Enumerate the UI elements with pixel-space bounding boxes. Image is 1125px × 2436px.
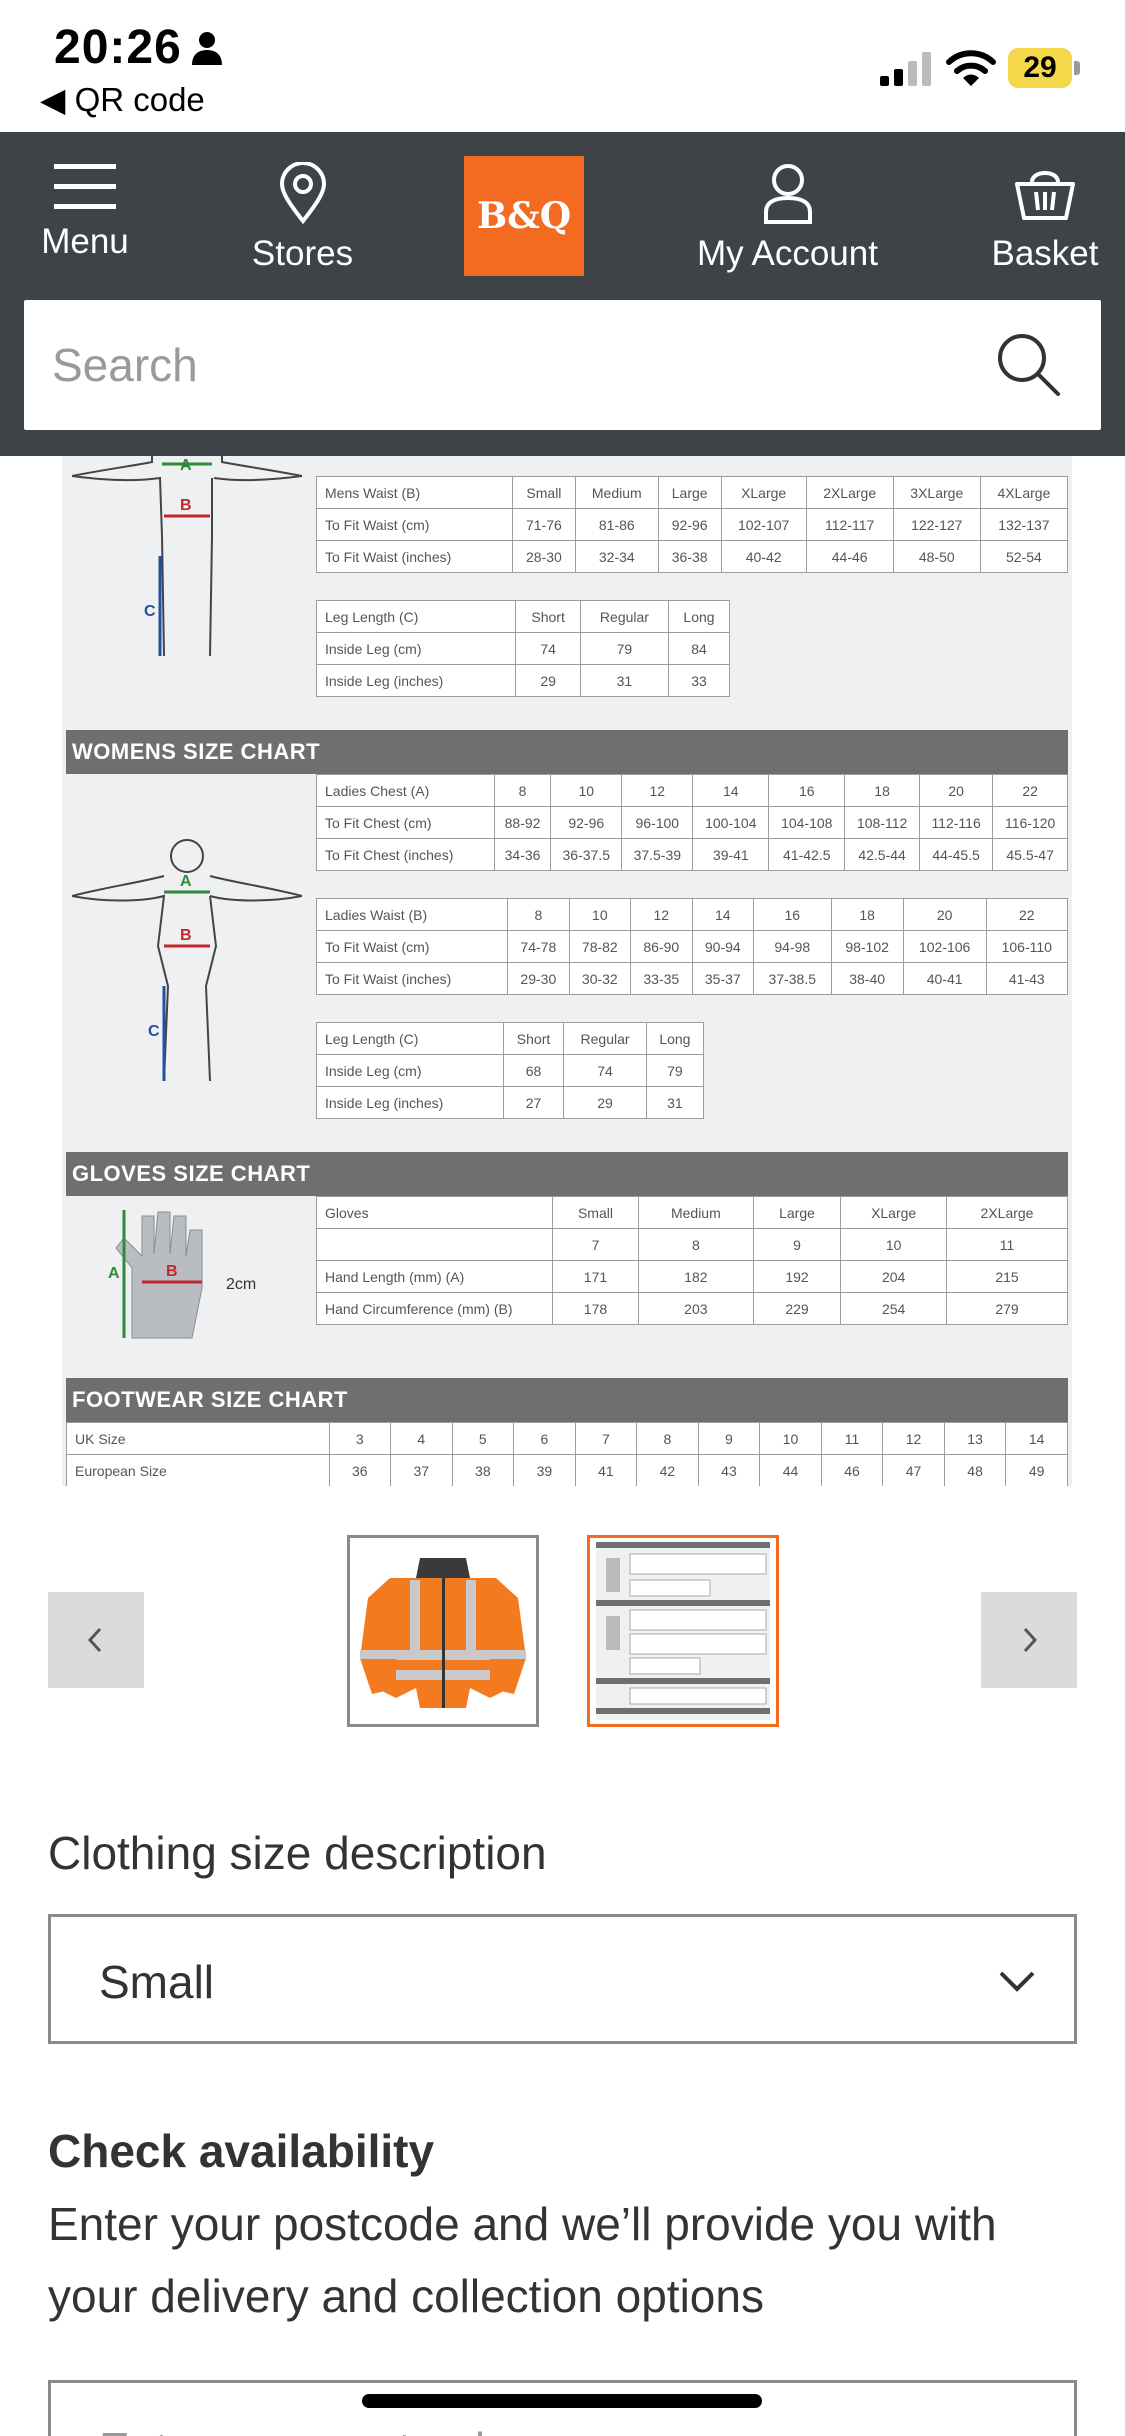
basket-icon — [1014, 162, 1076, 224]
person-icon — [190, 30, 224, 66]
stores-button[interactable] — [235, 162, 370, 292]
table-cell: Hand Circumference (mm) (B) — [317, 1293, 553, 1325]
table-cell: 16 — [754, 899, 832, 931]
womens-chest-table — [316, 774, 1068, 871]
selected-size-value: Small — [99, 1956, 215, 2008]
menu-label: Menu — [41, 222, 129, 261]
table-cell: 39 — [514, 1455, 576, 1487]
gallery-next-button[interactable] — [981, 1592, 1077, 1688]
table-cell: Gloves — [317, 1197, 553, 1229]
table-cell: To Fit Chest (inches) — [317, 839, 495, 871]
table-cell: 8 — [508, 899, 569, 931]
table-cell: Long — [646, 1023, 703, 1055]
table-cell: 74 — [516, 633, 580, 665]
search-icon[interactable] — [994, 330, 1064, 400]
svg-text:A: A — [180, 873, 192, 890]
svg-text:B: B — [166, 1263, 178, 1280]
footwear-table — [66, 1422, 1068, 1486]
table-cell: 4XLarge — [980, 477, 1067, 509]
table-cell: 14 — [692, 899, 753, 931]
table-cell: 41 — [575, 1455, 637, 1487]
table-cell: 12 — [631, 899, 692, 931]
gallery-prev-button[interactable] — [48, 1592, 144, 1688]
table-cell: 28-30 — [512, 541, 575, 573]
table-cell: 90-94 — [692, 931, 753, 963]
table-cell: 42 — [637, 1455, 699, 1487]
table-cell: 171 — [553, 1261, 639, 1293]
table-cell: 31 — [580, 665, 668, 697]
table-cell: 41-43 — [986, 963, 1067, 995]
table-cell: 203 — [638, 1293, 753, 1325]
table-cell: 2XLarge — [806, 477, 893, 509]
home-indicator — [362, 2394, 762, 2408]
table-cell: 9 — [698, 1423, 760, 1455]
battery-level: 29 — [1008, 48, 1072, 88]
wifi-icon — [946, 48, 996, 88]
table-cell: 112-117 — [806, 509, 893, 541]
table-cell: 52-54 — [980, 541, 1067, 573]
bq-logo[interactable]: B&Q — [464, 156, 584, 276]
table-cell: 10 — [760, 1423, 822, 1455]
table-cell: To Fit Waist (cm) — [317, 931, 508, 963]
table-cell: 116-120 — [993, 807, 1068, 839]
table-cell: Inside Leg (inches) — [317, 665, 516, 697]
table-cell: 20 — [919, 775, 992, 807]
my-account-label: My Account — [697, 234, 878, 273]
basket-label: Basket — [991, 234, 1099, 273]
table-cell: 39-41 — [693, 839, 769, 871]
search-bar — [24, 300, 1101, 430]
footwear-size-chart-title: FOOTWEAR SIZE CHART — [66, 1378, 1068, 1422]
table-cell: To Fit Waist (cm) — [317, 509, 513, 541]
table-cell: 2XLarge — [947, 1197, 1068, 1229]
table-cell: 37 — [391, 1455, 453, 1487]
table-cell: 102-107 — [721, 509, 806, 541]
table-cell: 27 — [503, 1087, 563, 1119]
signal-icon — [880, 52, 934, 86]
table-cell: 204 — [841, 1261, 947, 1293]
table-cell: 68 — [503, 1055, 563, 1087]
table-cell: 8 — [637, 1423, 699, 1455]
table-cell: 79 — [646, 1055, 703, 1087]
table-cell: 104-108 — [769, 807, 845, 839]
table-cell: 10 — [569, 899, 630, 931]
hamburger-icon — [54, 162, 116, 212]
table-cell: 192 — [753, 1261, 841, 1293]
table-cell: 108-112 — [845, 807, 920, 839]
check-availability-heading: Check availability — [48, 2125, 435, 2177]
table-cell: 14 — [1006, 1423, 1068, 1455]
table-cell: 94-98 — [754, 931, 832, 963]
battery-icon — [1008, 48, 1080, 88]
table-cell: 47 — [883, 1455, 945, 1487]
table-cell: Small — [553, 1197, 639, 1229]
table-cell: 215 — [947, 1261, 1068, 1293]
table-cell: 84 — [669, 633, 730, 665]
table-cell: 31 — [646, 1087, 703, 1119]
table-cell: 12 — [883, 1423, 945, 1455]
table-cell: 20 — [903, 899, 986, 931]
svg-text:B: B — [180, 927, 192, 944]
table-cell: 32-34 — [575, 541, 658, 573]
clothing-size-select[interactable] — [48, 1914, 1077, 2044]
back-triangle-icon: ◀ — [40, 81, 66, 118]
table-cell: 29-30 — [508, 963, 569, 995]
table-cell: Medium — [638, 1197, 753, 1229]
table-cell: 254 — [841, 1293, 947, 1325]
table-cell: Inside Leg (cm) — [317, 1055, 504, 1087]
thumbnail-size-chart[interactable] — [587, 1535, 779, 1727]
table-cell: 132-137 — [980, 509, 1067, 541]
svg-text:C: C — [144, 603, 156, 620]
mens-leg-table — [316, 600, 730, 697]
table-cell: Ladies Chest (A) — [317, 775, 495, 807]
table-cell: Regular — [580, 601, 668, 633]
womens-body-figure — [72, 836, 302, 1086]
user-icon — [763, 162, 813, 224]
table-cell: Leg Length (C) — [317, 601, 516, 633]
table-cell: To Fit Chest (cm) — [317, 807, 495, 839]
table-cell: Mens Waist (B) — [317, 477, 513, 509]
table-cell: Inside Leg (cm) — [317, 633, 516, 665]
table-cell: Short — [503, 1023, 563, 1055]
table-cell: Small — [512, 477, 575, 509]
table-cell: Leg Length (C) — [317, 1023, 504, 1055]
table-cell: XLarge — [841, 1197, 947, 1229]
table-cell: To Fit Waist (inches) — [317, 541, 513, 573]
glove-measure-label: 2cm — [226, 1276, 257, 1293]
table-cell: 48 — [944, 1455, 1006, 1487]
table-cell — [317, 1229, 553, 1261]
table-cell: Inside Leg (inches) — [317, 1087, 504, 1119]
table-cell: 16 — [769, 775, 845, 807]
table-cell: 29 — [516, 665, 580, 697]
table-cell: 92-96 — [658, 509, 721, 541]
chevron-right-icon — [1014, 1625, 1044, 1655]
table-cell: 11 — [947, 1229, 1068, 1261]
womens-size-chart-title: WOMENS SIZE CHART — [66, 730, 1068, 774]
chevron-down-icon — [997, 1965, 1037, 1995]
womens-waist-table — [316, 898, 1068, 995]
table-cell: 41-42.5 — [769, 839, 845, 871]
menu-button[interactable] — [20, 162, 150, 292]
table-cell: 71-76 — [512, 509, 575, 541]
location-pin-icon — [278, 162, 328, 224]
table-cell: 8 — [494, 775, 550, 807]
table-cell: 33 — [669, 665, 730, 697]
table-cell: 81-86 — [575, 509, 658, 541]
table-cell: Medium — [575, 477, 658, 509]
postcode-input[interactable] — [99, 2419, 899, 2436]
table-cell: 74-78 — [508, 931, 569, 963]
table-cell: 44 — [760, 1455, 822, 1487]
table-cell: European Size — [67, 1455, 330, 1487]
status-time: 20:26 — [54, 21, 182, 74]
table-cell: 37-38.5 — [754, 963, 832, 995]
basket-button[interactable] — [975, 162, 1115, 292]
table-cell: 45.5-47 — [993, 839, 1068, 871]
table-cell: 182 — [638, 1261, 753, 1293]
table-cell: To Fit Waist (inches) — [317, 963, 508, 995]
table-cell: 7 — [553, 1229, 639, 1261]
table-cell: Short — [516, 601, 580, 633]
size-chart-image — [62, 456, 1072, 1486]
gloves-table — [316, 1196, 1068, 1325]
mens-body-figure — [72, 456, 302, 666]
table-cell: 11 — [821, 1423, 883, 1455]
stores-label: Stores — [251, 234, 354, 273]
table-cell: 13 — [944, 1423, 1006, 1455]
table-cell: 88-92 — [494, 807, 550, 839]
table-cell: 92-96 — [551, 807, 622, 839]
table-cell: 74 — [564, 1055, 647, 1087]
table-cell: 8 — [638, 1229, 753, 1261]
table-cell: 10 — [551, 775, 622, 807]
table-cell: 35-37 — [692, 963, 753, 995]
table-cell: 112-116 — [919, 807, 992, 839]
table-cell: 34-36 — [494, 839, 550, 871]
table-cell: 5 — [452, 1423, 514, 1455]
table-cell: 279 — [947, 1293, 1068, 1325]
table-cell: 122-127 — [893, 509, 980, 541]
table-cell: 36 — [329, 1455, 391, 1487]
table-cell: 7 — [575, 1423, 637, 1455]
table-cell: 18 — [831, 899, 903, 931]
site-header — [0, 132, 1125, 456]
svg-text:A: A — [108, 1265, 120, 1282]
table-cell: Hand Length (mm) (A) — [317, 1261, 553, 1293]
table-cell: 18 — [845, 775, 920, 807]
table-cell: 229 — [753, 1293, 841, 1325]
table-cell: 6 — [514, 1423, 576, 1455]
table-cell: 4 — [391, 1423, 453, 1455]
table-cell: 49 — [1006, 1455, 1068, 1487]
table-cell: 102-106 — [903, 931, 986, 963]
table-cell: 14 — [693, 775, 769, 807]
table-cell: 178 — [553, 1293, 639, 1325]
table-cell: 9 — [753, 1229, 841, 1261]
table-cell: 48-50 — [893, 541, 980, 573]
table-cell: 43 — [698, 1455, 760, 1487]
table-cell: 37.5-39 — [622, 839, 693, 871]
table-cell: 78-82 — [569, 931, 630, 963]
table-cell: 10 — [841, 1229, 947, 1261]
table-cell: UK Size — [67, 1423, 330, 1455]
table-cell: 22 — [993, 775, 1068, 807]
table-cell: 106-110 — [986, 931, 1067, 963]
postcode-field — [48, 2380, 1077, 2436]
table-cell: 38 — [452, 1455, 514, 1487]
table-cell: 40-42 — [721, 541, 806, 573]
table-cell: 46 — [821, 1455, 883, 1487]
table-cell: XLarge — [721, 477, 806, 509]
table-cell: 44-45.5 — [919, 839, 992, 871]
table-cell: 98-102 — [831, 931, 903, 963]
clothing-size-label: Clothing size description — [48, 1827, 547, 1879]
table-cell: 86-90 — [631, 931, 692, 963]
table-cell: 96-100 — [622, 807, 693, 839]
table-cell: 30-32 — [569, 963, 630, 995]
back-to-app-link[interactable] — [40, 80, 205, 119]
table-cell: 38-40 — [831, 963, 903, 995]
table-cell: 42.5-44 — [845, 839, 920, 871]
back-label: QR code — [74, 81, 205, 118]
table-cell: 36-38 — [658, 541, 721, 573]
chevron-left-icon — [81, 1625, 111, 1655]
size-chart-thumbnail-image — [590, 1538, 776, 1724]
table-cell: Ladies Waist (B) — [317, 899, 508, 931]
table-cell: 40-41 — [903, 963, 986, 995]
table-cell: 79 — [580, 633, 668, 665]
table-cell: 3 — [329, 1423, 391, 1455]
table-cell: Large — [658, 477, 721, 509]
table-cell: 22 — [986, 899, 1067, 931]
thumbnail-jacket[interactable] — [347, 1535, 539, 1727]
gloves-size-chart-title: GLOVES SIZE CHART — [66, 1152, 1068, 1196]
table-cell: 44-46 — [806, 541, 893, 573]
table-cell: 36-37.5 — [551, 839, 622, 871]
svg-text:B: B — [180, 497, 192, 514]
glove-hand-figure — [102, 1208, 242, 1348]
table-cell: 29 — [564, 1087, 647, 1119]
availability-description: Enter your postcode and we’ll provide you with your delivery and collection options — [48, 2198, 997, 2322]
womens-leg-table — [316, 1022, 704, 1119]
table-cell: Regular — [564, 1023, 647, 1055]
jacket-image — [350, 1538, 536, 1724]
table-cell: 3XLarge — [893, 477, 980, 509]
status-bar — [0, 0, 1125, 132]
table-cell: Large — [753, 1197, 841, 1229]
svg-text:C: C — [148, 1023, 160, 1040]
svg-text:A: A — [180, 457, 192, 474]
mens-waist-table — [316, 476, 1068, 573]
table-cell: 12 — [622, 775, 693, 807]
table-cell: 33-35 — [631, 963, 692, 995]
search-input[interactable] — [52, 330, 952, 400]
table-cell: Long — [669, 601, 730, 633]
table-cell: 100-104 — [693, 807, 769, 839]
my-account-button[interactable] — [680, 162, 895, 292]
